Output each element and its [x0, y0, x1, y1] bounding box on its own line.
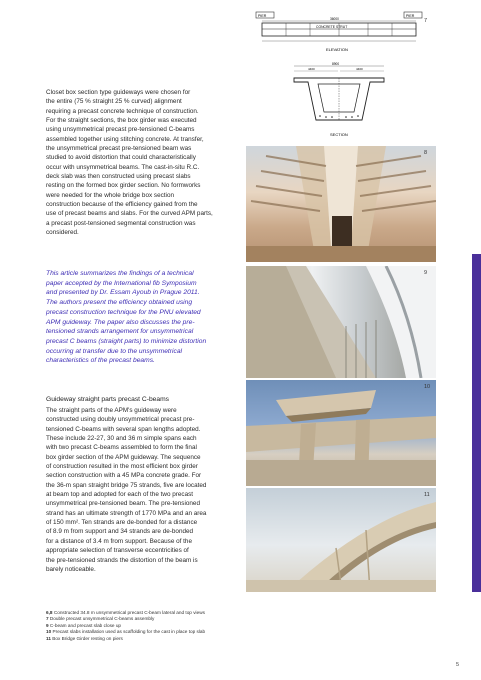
- body-line: tensioned C-beams with several span lengths adopted.: [46, 425, 201, 433]
- abstract-line: APM guideway. The paper also discusses the pre-: [46, 318, 195, 326]
- body-line: unsymmetrical pre-tensioned beam. The pre-tensioned: [46, 500, 200, 508]
- intro-line: considered.: [46, 229, 79, 237]
- caption-number: 9: [46, 622, 49, 628]
- body-line: section construction with a 45 MPa concrete grade. For: [46, 472, 202, 480]
- body-line: for a distance of 3.4 m from support. Because of the: [46, 537, 192, 545]
- body-line: The straight parts of the APM's guideway were: [46, 407, 177, 414]
- dim-left: 4400: [308, 67, 315, 71]
- intro-line: Closet box section type guideways were chosen for: [46, 89, 191, 96]
- caption-number: 11: [46, 635, 51, 641]
- section-width: 8900: [332, 62, 340, 66]
- body-paragraph: [46, 406, 246, 574]
- side-accent-bar: [472, 254, 481, 592]
- body-line: constructed using doubly unsymmetrical precast pre-: [46, 416, 195, 424]
- body-text: [46, 406, 246, 574]
- box-girder-on-piers-image: [246, 488, 436, 592]
- body-line: box girder section of the APM guideway. The sequence: [46, 453, 201, 461]
- figure-8-photo: [246, 146, 436, 262]
- abstract-line: This article summarizes the findings of a technical: [46, 270, 194, 277]
- intro-line: deck slab was then constructed using precast slabs: [46, 173, 191, 181]
- intro-line: a precast post-tensioned segmental construction was: [46, 219, 196, 227]
- figure-9-number: 9: [424, 270, 428, 276]
- intro-line: assembled together using stitching concrete. At transfer,: [46, 135, 204, 143]
- intro-paragraph: [46, 88, 238, 238]
- caption-text: Precast slabs installation used as scaffolding for the cast in place top slab: [51, 629, 206, 635]
- abstract-line: and presented by Dr. Essam Ayoub in Prague 2011.: [46, 289, 200, 297]
- abstract-line: occurring at transfer due to the unsymmetrical: [46, 347, 183, 355]
- body-line: of 8.9 m from support and 34 strands are de-bonded: [46, 528, 194, 536]
- abstract-text: [46, 269, 246, 366]
- figure-captions: [46, 610, 205, 642]
- pier-right-label: PIER: [406, 14, 415, 18]
- body-line: barely noticeable.: [46, 565, 96, 573]
- beam-top-view-image: [246, 146, 436, 262]
- body-line: These include 22-27, 30 and 36 m simple spans each: [46, 435, 197, 443]
- intro-text: [46, 88, 238, 238]
- body-line: at beam top and adopted for each of the two precast: [46, 491, 194, 499]
- caption-text: Double precast unsymmetrical C-beams assembly: [48, 616, 155, 622]
- body-line: the 36-m span straight bridge 75 strands, five are located: [46, 481, 207, 489]
- body-line: with two precast C-beams assembled to form the final: [46, 444, 197, 452]
- figure-11-number: 11: [424, 492, 430, 498]
- abstract-line: precast construction technique for the PNU elevated: [46, 308, 201, 316]
- caption-text: C-beam and precast slab close up: [48, 622, 122, 628]
- body-line: strand has an ultimate strength of 1770 MPa and an area: [46, 509, 207, 517]
- caption-line: [46, 636, 205, 642]
- figure-7-drawing: [246, 8, 436, 144]
- top-dimension: 36000: [330, 17, 339, 21]
- abstract-line: The authors present the efficiency obtained using: [46, 299, 193, 307]
- intro-line: the entire (75 % straight 25 % curved) alignment: [46, 98, 182, 106]
- figure-8-number: 8: [424, 150, 428, 156]
- intro-line: use of precast beams and slabs. For the curved APM parts,: [46, 210, 213, 218]
- figure-10-number: 10: [424, 384, 431, 390]
- section-title-label: SECTION: [330, 132, 348, 137]
- intro-line: resting on the formed box girder section. No formworks: [46, 182, 201, 190]
- caption-text: Constructed 34.8 m unsymmetrical precast C-beam lateral and top views: [52, 610, 205, 615]
- dim-right: 4400: [356, 67, 363, 71]
- abstract-line: precast C beams (straight parts) to minimize distortion: [46, 337, 207, 345]
- body-line: the pre-tensioned strands the distortion of the beam is: [46, 556, 198, 564]
- elevation-title: ELEVATION: [326, 47, 348, 52]
- intro-line: For the straight sections, the box girder was executed: [46, 117, 197, 125]
- precast-slab-installation-image: [246, 380, 436, 486]
- page-number: 5: [456, 662, 460, 668]
- section-heading: Guideway straight parts precast C-beams: [46, 396, 170, 403]
- body-line: appropriate selection of transverse eccentricities of: [46, 547, 189, 555]
- pier-left-label: PIER: [258, 14, 267, 18]
- intro-line: occur with unsymmetrical beams. The cast-in-situ R.C.: [46, 163, 200, 171]
- intro-line: construction because of the efficiency gained from the: [46, 201, 198, 209]
- figure-11-photo: [246, 488, 436, 592]
- intro-line: using unsymmetrical precast pre-tensioned C-beams: [46, 126, 195, 134]
- caption-number: 7: [46, 616, 49, 622]
- abstract-line: characteristics of the precast beams.: [46, 357, 155, 365]
- figure-10-photo: [246, 380, 436, 486]
- figure-7-number: 7: [424, 18, 428, 24]
- abstract-line: paper accepted by the International fib Symposium: [46, 279, 197, 287]
- intro-line: requiring a precast concrete technique of construction.: [46, 107, 199, 115]
- intro-line: were needed for the whole bridge box section: [46, 191, 175, 199]
- intro-line: studied to avoid distortion that could characteristically: [46, 154, 196, 162]
- cbeam-closeup-image: [246, 266, 436, 378]
- caption-number: 6,8: [46, 610, 53, 615]
- body-line: of 150 mm². Ten strands are de-bonded for a distance: [46, 519, 198, 527]
- elevation-section-drawing: [246, 8, 436, 144]
- body-line: of construction resulted in the most efficient box girder: [46, 463, 198, 471]
- caption-text: Box Bridge Girder resting on piers: [50, 635, 123, 641]
- strut-label: CONCRETE STRUT: [316, 25, 348, 29]
- figure-9-photo: [246, 266, 436, 378]
- abstract-line: tensioned strands arrangement for unsymmetrical: [46, 328, 194, 336]
- caption-number: 10: [46, 629, 52, 635]
- intro-line: the unsymmetrical precast pre-tensioned beam was: [46, 145, 192, 153]
